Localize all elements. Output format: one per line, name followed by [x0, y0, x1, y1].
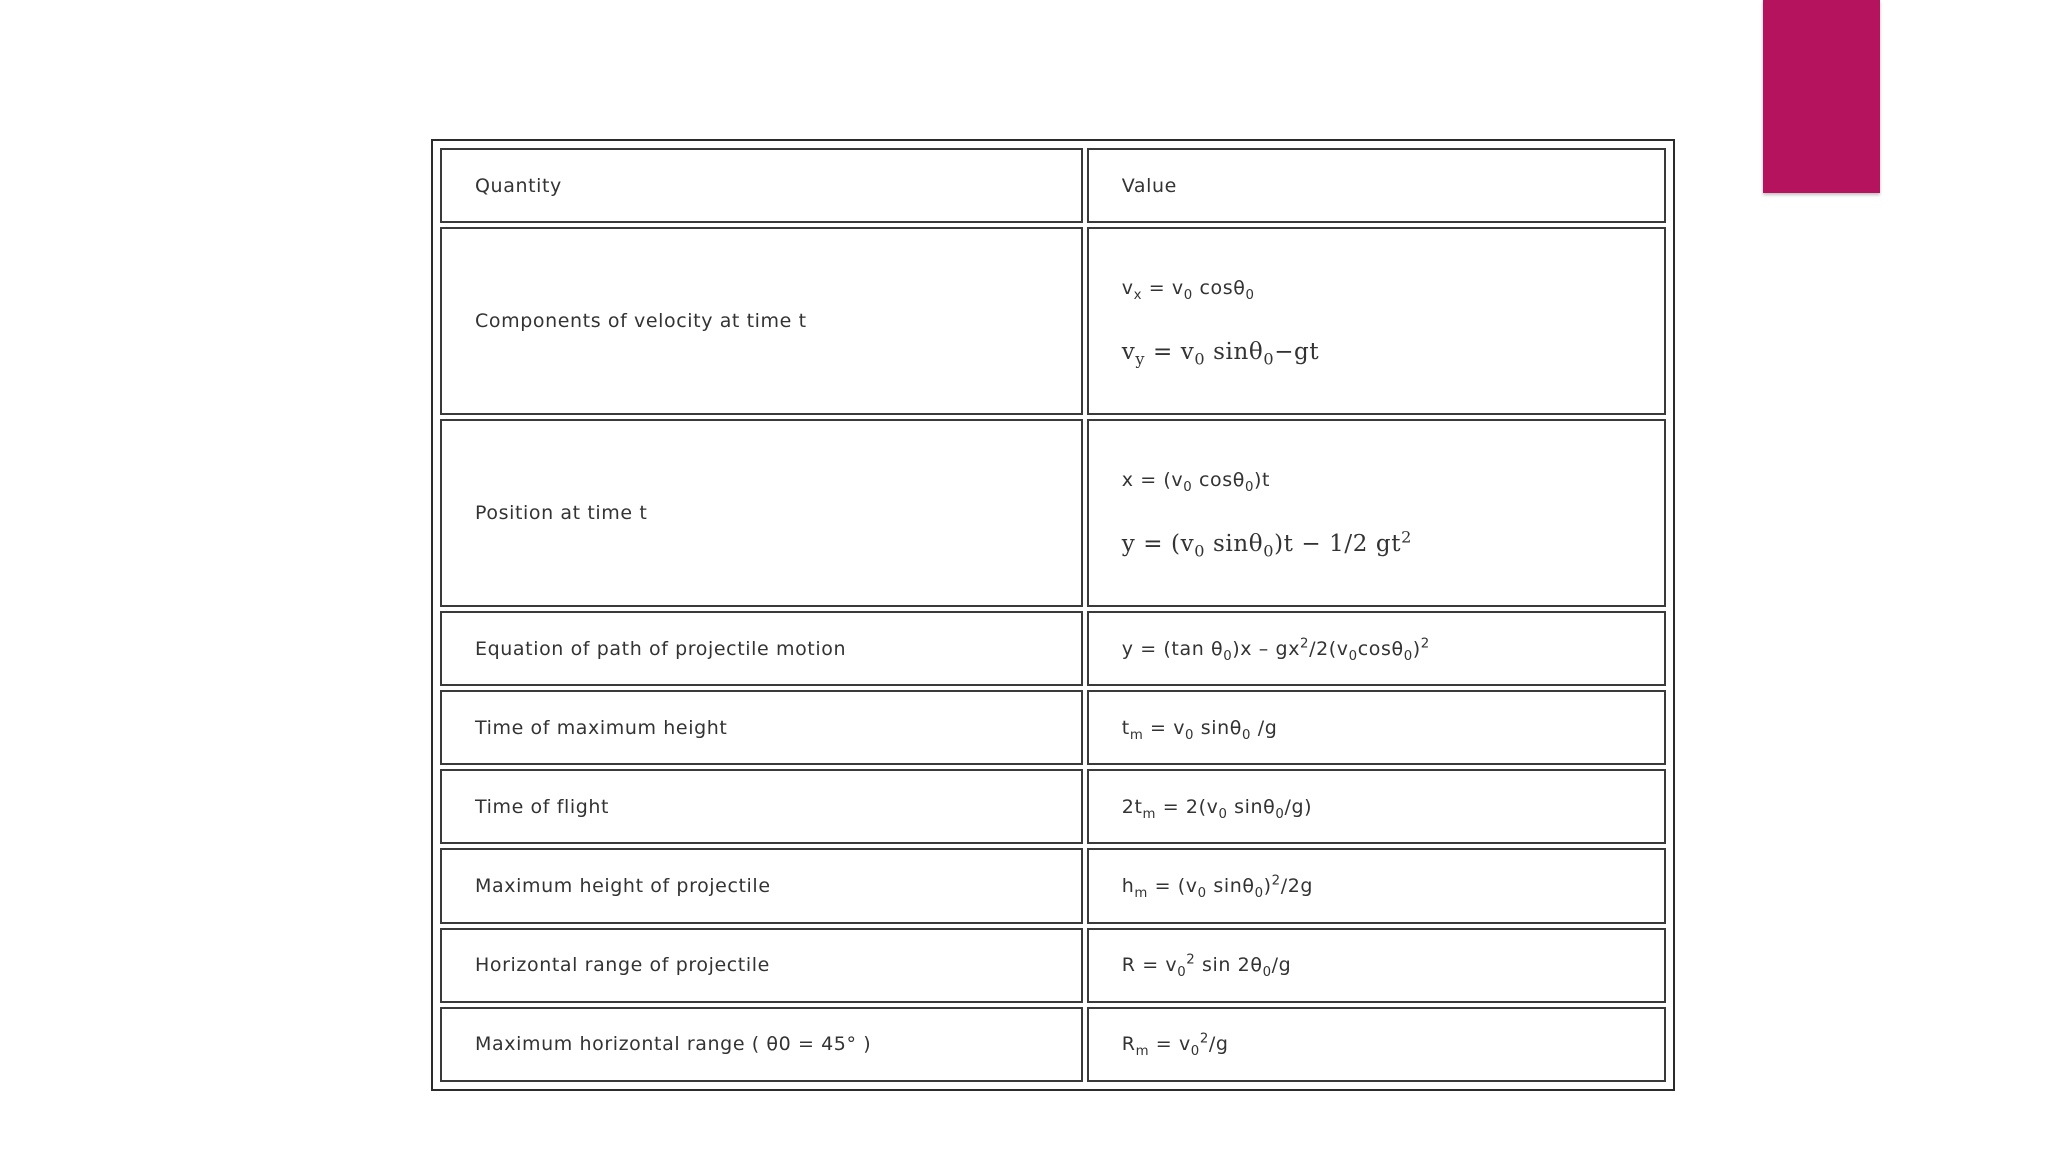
table-header-row [440, 148, 1666, 223]
formula-line: $v_y = v_0$ sinθ$_0$−gt [1121, 339, 1320, 369]
formula-table-frame [431, 139, 1675, 1091]
projectile-formula-table [436, 144, 1670, 1086]
table-row [440, 419, 1666, 607]
quantity-cell: Time of flight [440, 769, 1083, 844]
table-row [440, 769, 1666, 844]
value-cell: y = (tan $\theta_0)x - gx^2/2(v_0\cos\theta_0)^2$ [1087, 611, 1666, 686]
quantity-cell: Components of velocity at time t [440, 227, 1083, 415]
value-cell [1087, 419, 1666, 607]
value-cell: $2t_m = 2(v_0$ sinθ$_0$/g) [1087, 769, 1666, 844]
value-cell: $t_m = v_0$ sinθ$_0$ /g [1087, 690, 1666, 765]
quantity-cell: Maximum height of projectile [440, 848, 1083, 923]
quantity-cell: Position at time t [440, 419, 1083, 607]
table-row [440, 611, 1666, 686]
quantity-cell: Maximum horizontal range ( θ0 = 45° ) [440, 1007, 1083, 1082]
table-row [440, 848, 1666, 923]
value-cell: $R = v_0^2$ $\sin 2\theta_0/g$ [1087, 928, 1666, 1003]
table-row [440, 928, 1666, 1003]
header-value: Value [1087, 148, 1666, 223]
formula-line: $v_x = v_0$ cosθ$_0$ [1121, 277, 1255, 303]
value-cell: $h_m = (v_0$ sinθ$_0$)$^2$/2g [1087, 848, 1666, 923]
value-cell: $R_m = v_0^2/g$ [1087, 1007, 1666, 1082]
table-row [440, 227, 1666, 415]
formula-line: $y = (v_0$ sinθ$_0$)t − 1/2 $gt^2$ [1121, 527, 1412, 561]
header-quantity: Quantity [440, 148, 1083, 223]
quantity-cell: Time of maximum height [440, 690, 1083, 765]
quantity-cell: Horizontal range of projectile [440, 928, 1083, 1003]
table-row [440, 1007, 1666, 1082]
table-row [440, 690, 1666, 765]
accent-bar [1763, 0, 1880, 193]
formula-line: $x = (v_0$ cosθ$_0$)t [1121, 469, 1271, 495]
value-cell [1087, 227, 1666, 415]
quantity-cell: Equation of path of projectile motion [440, 611, 1083, 686]
